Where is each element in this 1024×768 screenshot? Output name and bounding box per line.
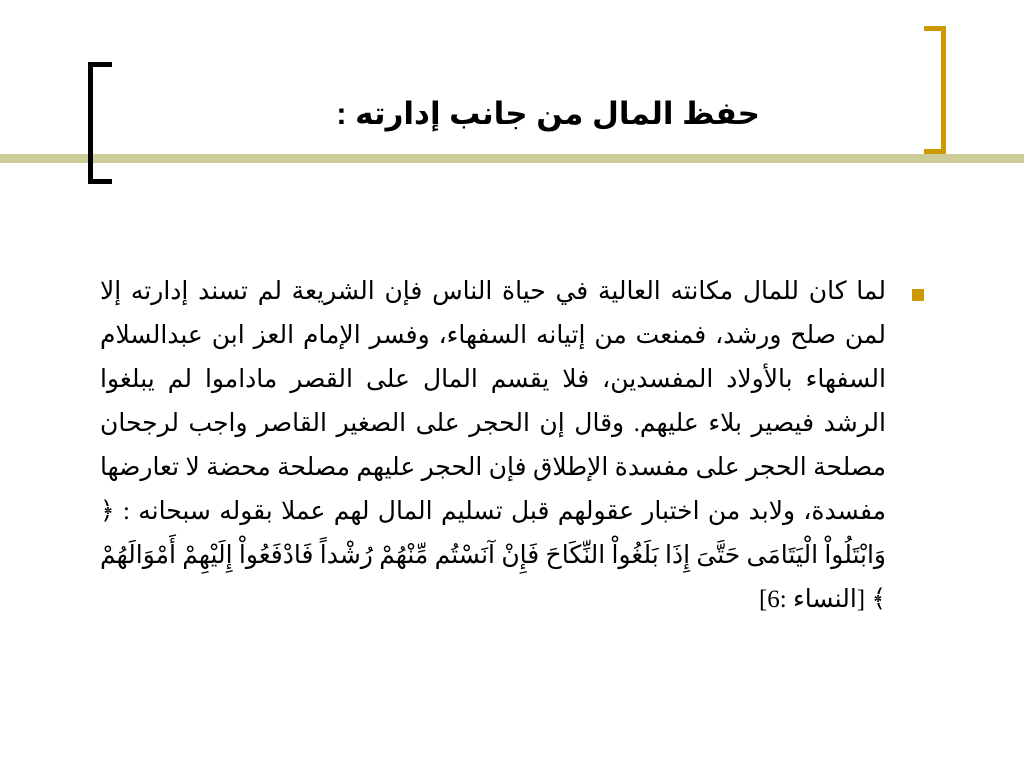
right-bracket-decoration: [924, 26, 946, 154]
slide-body-text: لما كان للمال مكانته العالية في حياة الناس فإن الشريعة لم تسند إدارته إلا لمن صلح ورشد، فمنعت من إتيانه السفهاء، وفسر الإمام العز ابن عبدالسلام السفهاء بالأولاد المفسدين، فلا يقسم المال على القصر ماداموا لم يبلغوا الرشد فيصير بلاء عليهم. وقال إن الحجر على الصغير القاصر واجب لرجحان مصلحة الحجر على مفسدة الإطلاق فإن الحجر عليهم مصلحة محضة لا تعارضها مفسدة، ولابد من اختبار عقولهم قبل تسليم المال لهم عملا بقوله سبحانه : ﴿ وَابْتَلُواْ الْيَتَامَى حَتَّىَ إِذَا بَلَغُواْ النِّكَاحَ فَإِنْ آنَسْتُم مِّنْهُمْ رُشْداً فَادْفَعُواْ إِلَيْهِمْ أَمْوَالَهُمْ ﴾ [النساء :6]: [100, 278, 886, 613]
bullet-square-icon: [912, 289, 924, 301]
slide-title: حفظ المال من جانب إدارته :: [336, 96, 760, 131]
left-bracket-decoration: [88, 62, 112, 184]
olive-divider-bar: [0, 154, 1024, 163]
